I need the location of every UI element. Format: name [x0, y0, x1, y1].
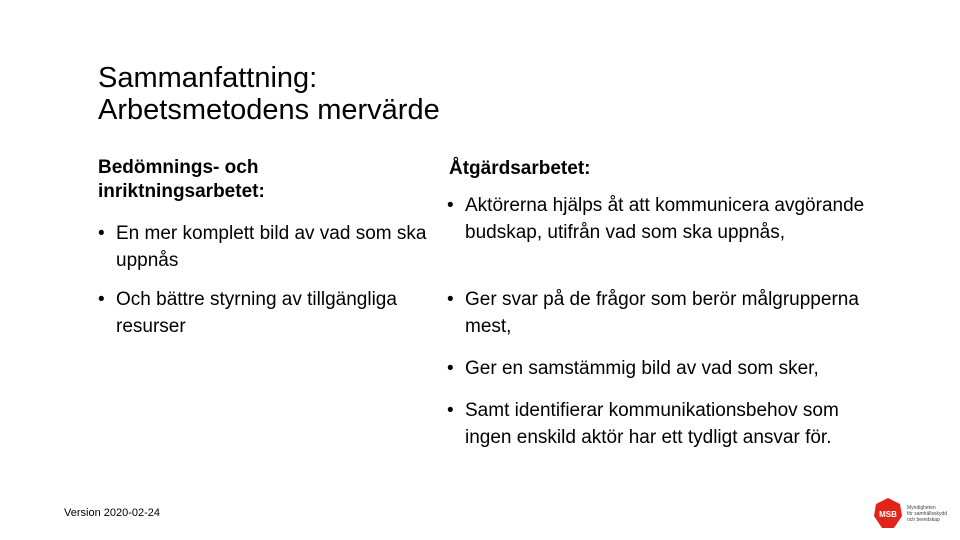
bullet-dot: •: [447, 289, 454, 310]
bullet-dot: •: [98, 289, 105, 310]
right-bullet-2-text: Ger svar på de frågor som berör målgrupperna mest,: [465, 289, 859, 337]
right-bullet-3: [447, 355, 935, 382]
left-bullet-2: [98, 286, 436, 340]
left-bullet-1: [98, 220, 436, 274]
left-heading-line-1: Bedömnings- och: [98, 157, 259, 178]
left-heading-line-2: inriktningsarbetet:: [98, 181, 265, 202]
right-bullet-3-text: Ger en samstämmig bild av vad som sker,: [465, 358, 819, 379]
left-bullet-2-text: Och bättre styrning av tillgängliga resurser: [116, 289, 397, 337]
version-footer: Version 2020-02-24: [64, 507, 161, 519]
bullet-dot: •: [447, 358, 454, 379]
msb-logo: [872, 496, 952, 532]
bullet-dot: •: [447, 195, 454, 216]
bullet-dot: •: [98, 223, 105, 244]
msb-logo-name-line-2: för samhällsskydd: [907, 511, 948, 517]
msb-logo-name-line-1: Myndigheten: [907, 505, 936, 511]
slide-title: [98, 62, 440, 126]
title-line-2: Arbetsmetodens mervärde: [98, 94, 440, 126]
bullet-dot: •: [447, 400, 454, 421]
msb-logo-name-line-3: och beredskap: [907, 517, 940, 523]
right-bullet-1: [447, 192, 890, 246]
right-bullet-1-text: Aktörerna hjälps åt att kommunicera avgörande budskap, utifrån vad som ska uppnås,: [465, 195, 865, 243]
left-bullet-1-text: En mer komplett bild av vad som ska uppnås: [116, 223, 427, 271]
left-column-heading: [98, 156, 265, 204]
title-line-1: Sammanfattning:: [98, 62, 318, 94]
msb-logo-abbr: MSB: [879, 510, 897, 519]
right-bullet-4-text: Samt identifierar kommunikationsbehov som ingen enskild aktör har ett tydligt ansvar för.: [465, 400, 839, 448]
right-bullet-4: [447, 397, 890, 451]
right-bullet-2: [447, 286, 890, 340]
right-heading: Åtgärdsarbetet:: [449, 158, 591, 179]
right-column-heading: [449, 157, 590, 181]
